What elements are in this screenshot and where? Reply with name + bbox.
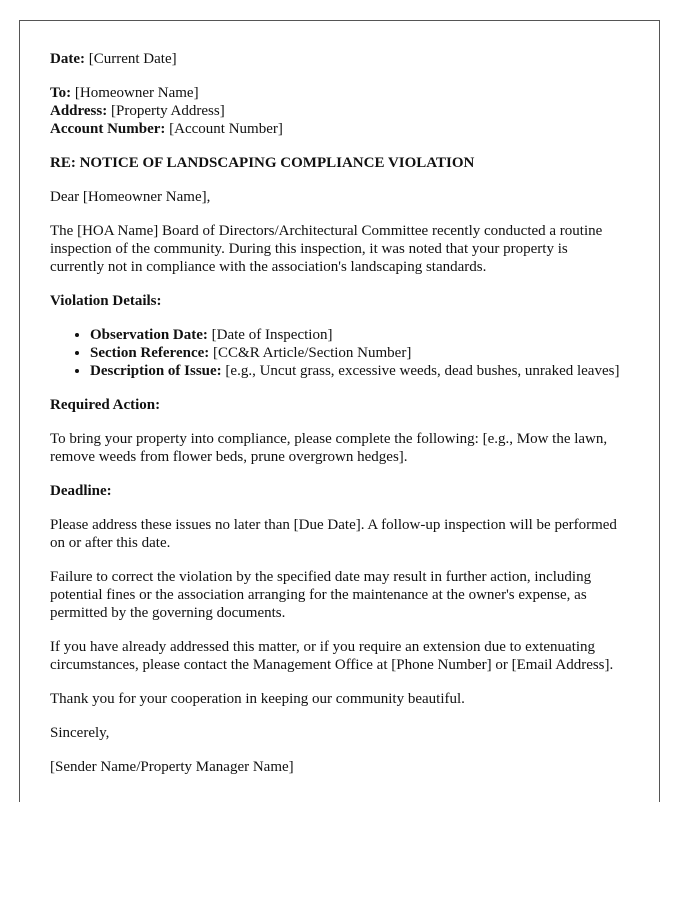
letter-page (19, 20, 660, 802)
violation-heading: Violation Details: (50, 293, 162, 309)
to-value: [Homeowner Name] (74, 85, 199, 101)
to-line (50, 84, 625, 102)
date-value: [Current Date] (88, 51, 177, 67)
date-line (50, 50, 625, 68)
address-label: Address: (50, 103, 108, 119)
date-label: Date: (50, 51, 85, 67)
contact-paragraph: If you have already addressed this matter, or if you require an extension due to extenuating circumstances, please contact the Management Office at [Phone Number] or [Email Address]. (50, 639, 614, 673)
salutation: Dear [Homeowner Name], (50, 189, 211, 205)
list-item (90, 344, 625, 362)
violation-list (50, 326, 625, 380)
list-item (90, 362, 625, 380)
list-item (90, 326, 625, 344)
thanks-paragraph: Thank you for your cooperation in keeping our community beautiful. (50, 691, 465, 707)
deadline-heading: Deadline: (50, 483, 112, 499)
address-line (50, 102, 625, 120)
letter-content (50, 50, 625, 792)
closing: Sincerely, (50, 725, 110, 741)
description-value: [e.g., Uncut grass, excessive weeds, dead bushes, unraked leaves] (225, 363, 620, 379)
subject-line: RE: NOTICE OF LANDSCAPING COMPLIANCE VIOLATION (50, 155, 475, 171)
observation-date-value: [Date of Inspection] (211, 327, 333, 343)
account-value: [Account Number] (169, 121, 283, 137)
intro-paragraph: The [HOA Name] Board of Directors/Architectural Committee recently conducted a routine inspection of the community. During this inspection, it was noted that your property is currently not in compliance with the association's landscaping standards. (50, 223, 603, 275)
recipient-block (50, 84, 625, 138)
address-value: [Property Address] (110, 103, 225, 119)
required-action-paragraph: To bring your property into compliance, please complete the following: [e.g., Mow the lawn, remove weeds from flower beds, prune overgrown hedges]. (50, 431, 608, 465)
account-line (50, 120, 625, 138)
deadline-paragraph: Please address these issues no later than [Due Date]. A follow-up inspection will be performed on or after this date. (50, 517, 617, 551)
section-reference-value: [CC&R Article/Section Number] (213, 345, 412, 361)
observation-date-label: Observation Date: (90, 327, 208, 343)
account-label: Account Number: (50, 121, 166, 137)
signature: [Sender Name/Property Manager Name] (50, 759, 294, 775)
to-label: To: (50, 85, 72, 101)
required-action-heading: Required Action: (50, 397, 161, 413)
section-reference-label: Section Reference: (90, 345, 210, 361)
description-label: Description of Issue: (90, 363, 222, 379)
failure-paragraph: Failure to correct the violation by the specified date may result in further action, including potential fines or the association arranging for the maintenance at the owner's expense, as permitted by the governing documents. (50, 569, 592, 621)
